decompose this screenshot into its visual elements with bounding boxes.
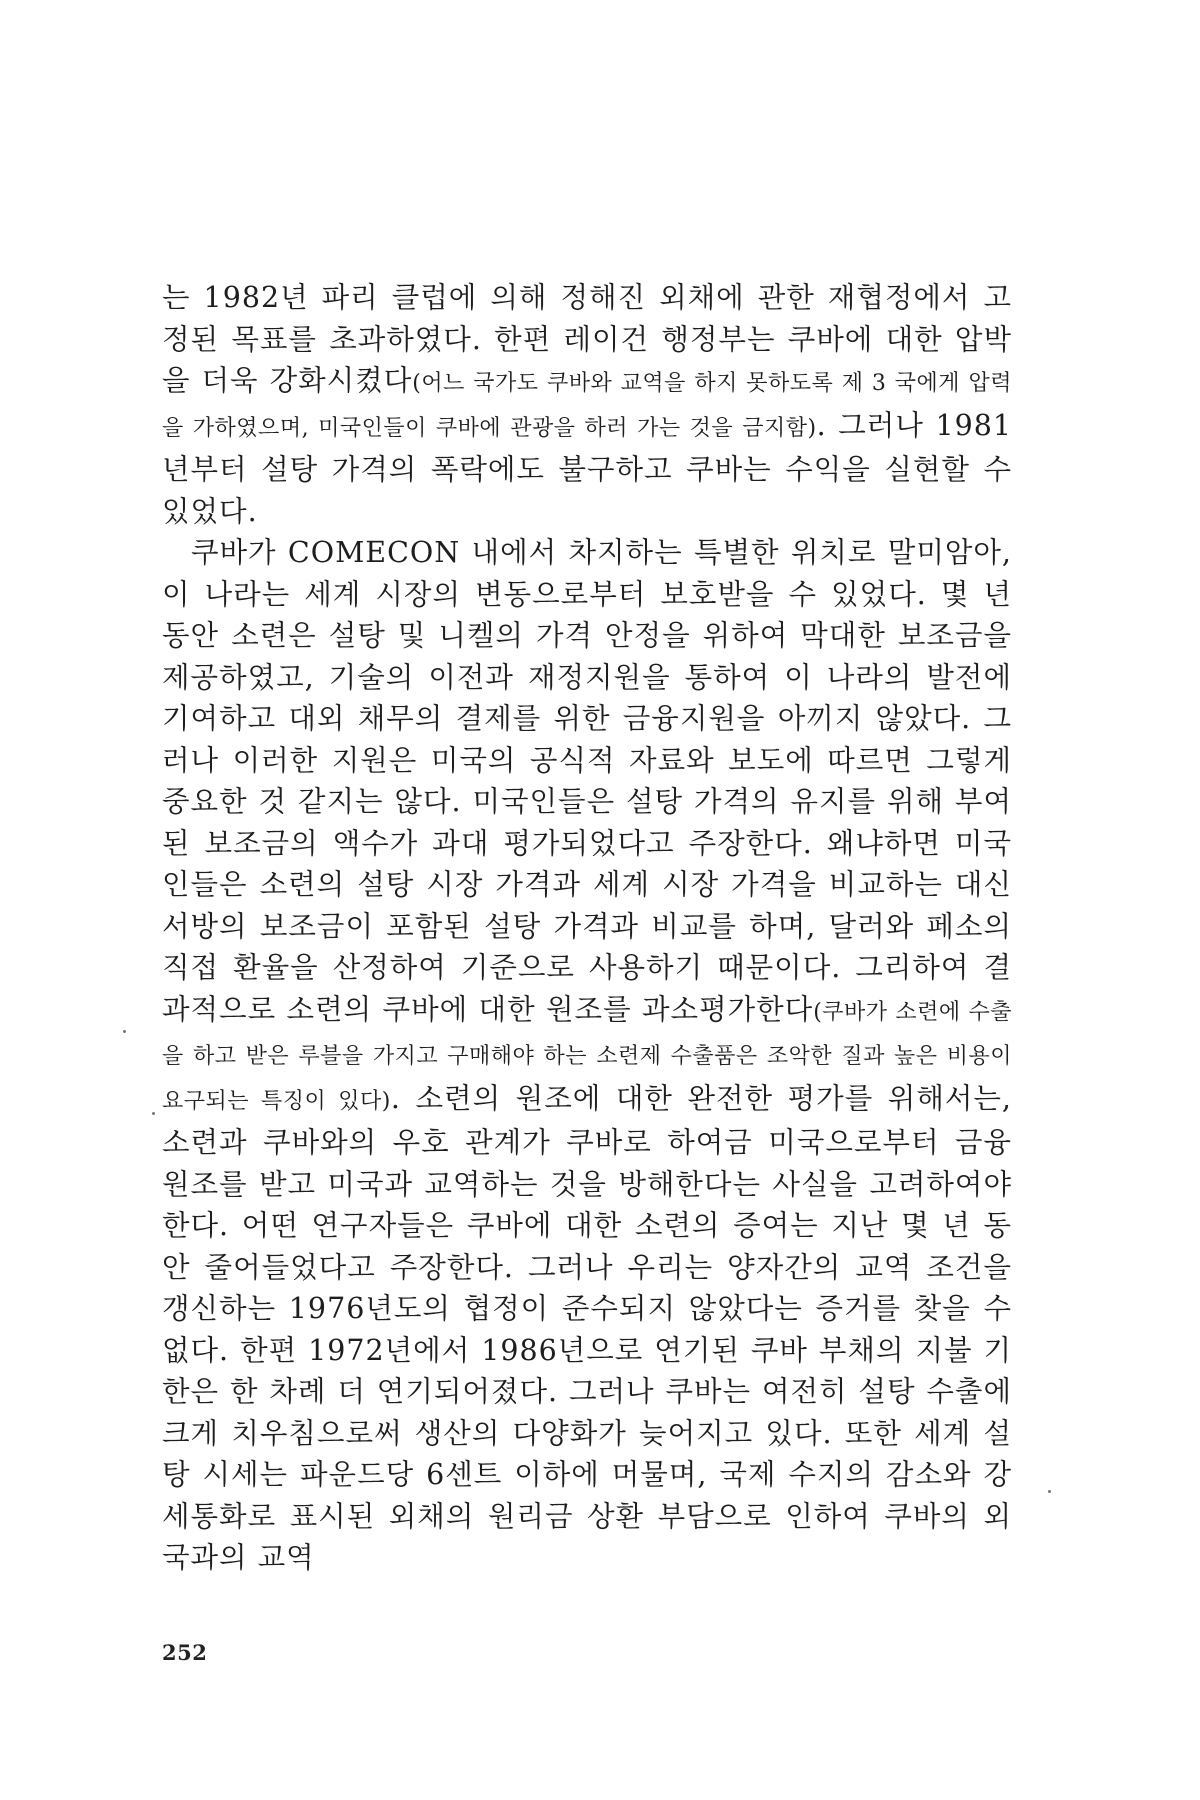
paragraph-1-text-a: 는 1982년 파리 클럽에 의해 정해진 외채에 관한 재협정에서 고정된 목표를 초과하였다. 한편 레이건 행정부는 쿠바에 대한 압박을 더욱 강화시켰다 <box>162 281 1012 397</box>
body-text <box>162 277 1012 1579</box>
paragraph-1-aside: (어느 국가도 쿠바와 교역을 하지 못하도록 제 3 국에게 압력을 가하였으며, 미국인들이 쿠바에 관광을 하러 가는 것을 금지함) <box>162 371 1012 441</box>
paragraph-2-text-b: . 소련의 원조에 대한 완전한 평가를 위해서는, 소련과 쿠바와의 우호 관계가 쿠바로 하여금 미국으로부터 금융 원조를 받고 미국과 교역하는 것을 방해한다는 사실을 고려하여야 한다. 어떤 연구자들은 쿠바에 대한 소련의 증여는 지난 몇 년 동안 줄어들었다고 주장한다. 그러나 우리는 양자간의 교역 조건을 갱신하는 1976년도의 협정이 준수되지 않았다는 증거를 찾을 수 없다. 한편 1972년에서 1986년으로 연기된 쿠바 부채의 지불 기한은 한 차례 더 연기되어졌다. 그러나 쿠바는 여전히 설탕 수출에 크게 치우침으로써 생산의 다양화가 늦어지고 있다. 또한 세계 설탕 시세는 파운드당 6센트 이하에 머물며, 국제 수지의 감소와 강세통화로 표시된 외채의 원리금 상환 부담으로 인하여 쿠바의 외국과의 교역 <box>162 1081 1012 1574</box>
paragraph-2-text-a: 쿠바가 COMECON 내에서 차지하는 특별한 위치로 말미암아, 이 나라는 세계 시장의 변동으로부터 보호받을 수 있었다. 몇 년 동안 소련은 설탕 및 니켈의 가격 안정을 위하여 막대한 보조금을 제공하였고, 기술의 이전과 재정지원을 통하여 이 나라의 발전에 기여하고 대외 채무의 결제를 위한 금융지원을 아끼지 않았다. 그러나 이러한 지원은 미국의 공식적 자료와 보도에 따르면 그렇게 중요한 것 같지는 않다. 미국인들은 설탕 가격의 유지를 위해 부여된 보조금의 액수가 과대 평가되었다고 주장한다. 왜냐하면 미국인들은 소련의 설탕 시장 가격과 세계 시장 가격을 비교하는 대신 서방의 보조금이 포함된 설탕 가격과 비교를 하며, 달러와 페소의 직접 환율을 산정하여 기준으로 사용하기 때문이다. 그리하여 결과적으로 소련의 쿠바에 대한 원조를 과소평가한다 <box>162 536 1012 1026</box>
scan-speck <box>1048 1490 1051 1493</box>
paragraph-2-aside: (쿠바가 소련에 수출을 하고 받은 루블을 가지고 구매해야 하는 소련제 수출품은 조악한 질과 높은 비용이 요구되는 특징이 있다) <box>162 999 1012 1114</box>
page-number: 252 <box>162 1640 208 1665</box>
scan-speck <box>123 1030 126 1033</box>
paragraph-1 <box>162 277 1012 532</box>
paragraph-1-text-b: . 그러나 1981년부터 설탕 가격의 폭락에도 불구하고 쿠바는 수익을 실현할 수 있었다. <box>162 408 1013 528</box>
paragraph-2 <box>162 532 1012 1579</box>
scan-speck <box>152 1112 155 1115</box>
